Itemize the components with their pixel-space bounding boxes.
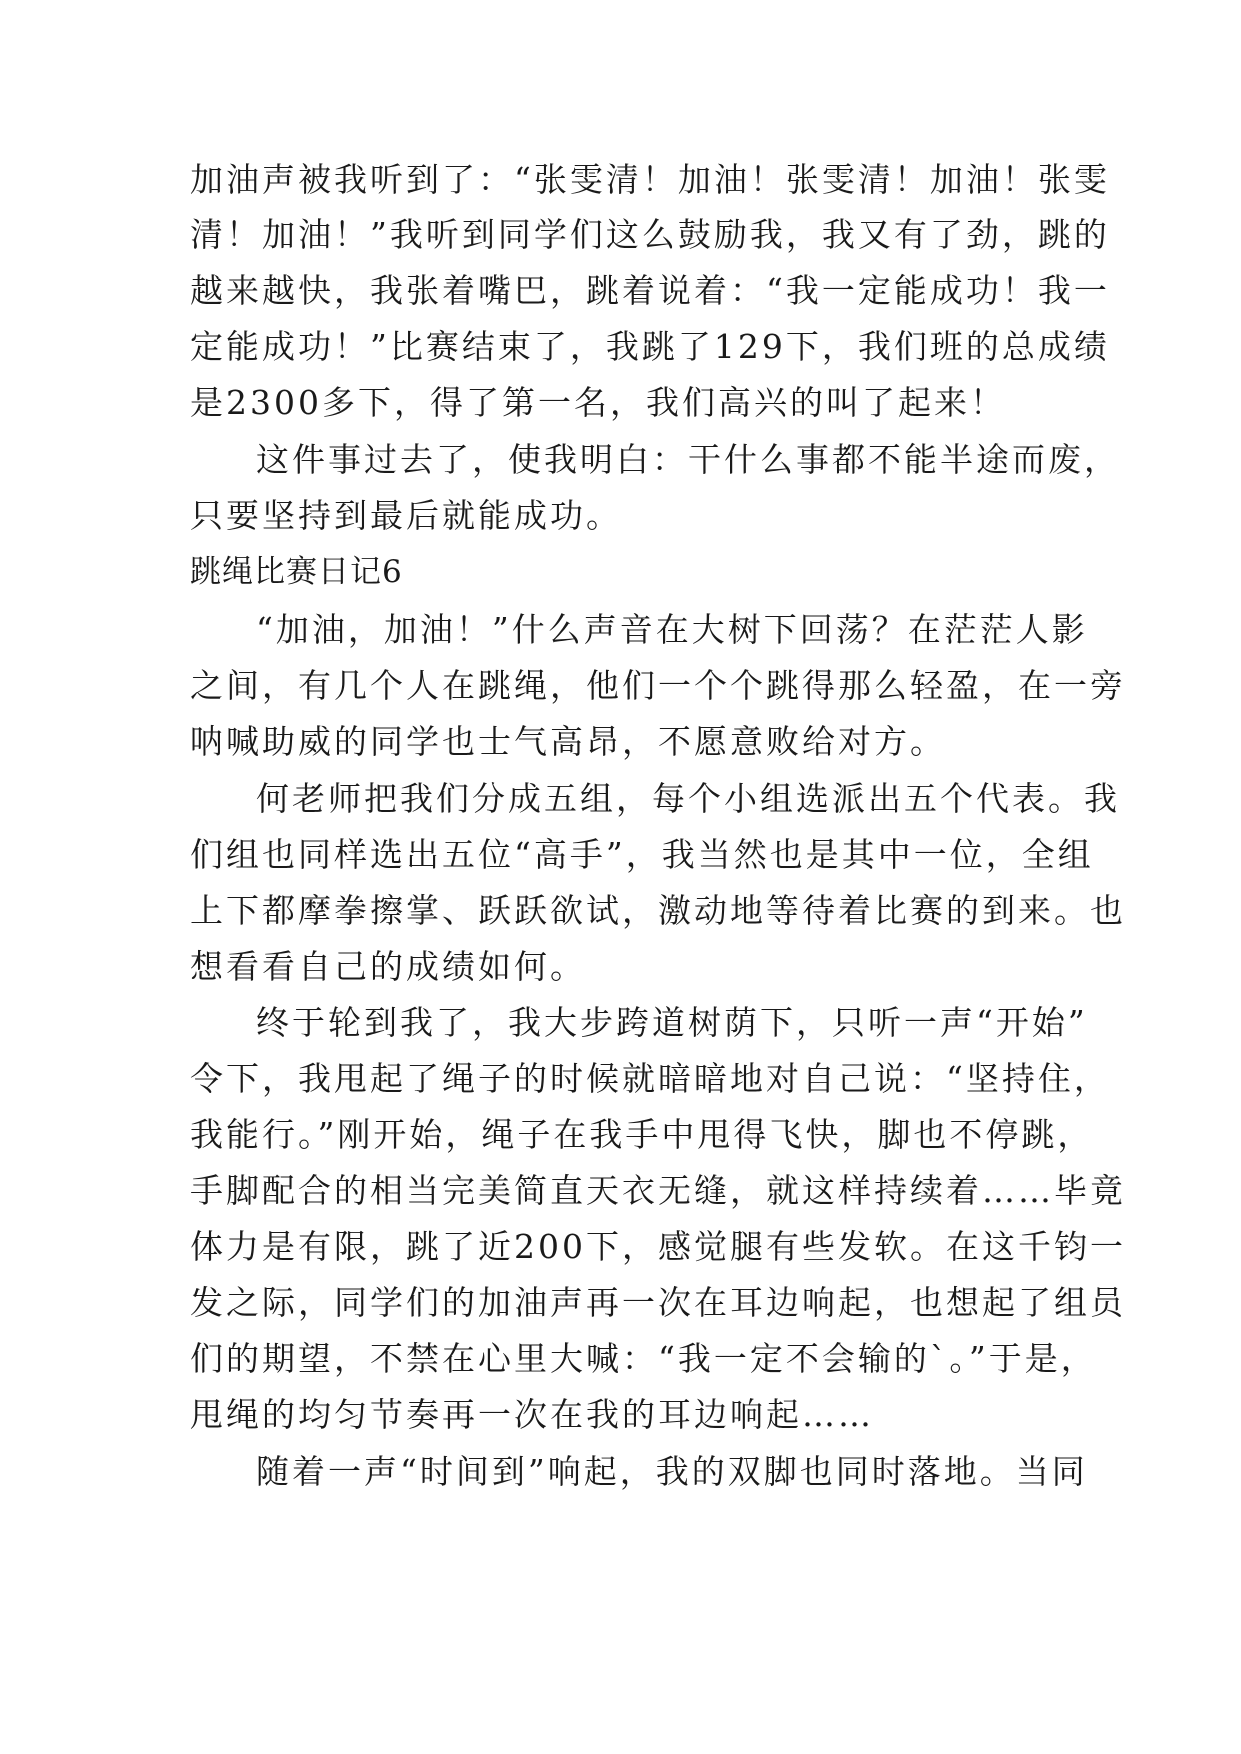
text-line: 们组也同样选出五位“高手”，我当然也是其中一位，全组 [190, 835, 1094, 874]
text-line: 体力是有限，跳了近200下，感觉腿有些发软。在这千钧一 [190, 1227, 1126, 1266]
paragraph-first-line: 这件事过去了，使我明白：干什么事都不能半途而废， [256, 440, 1120, 479]
text-line: 清！加油！”我听到同学们这么鼓励我，我又有了劲，跳的 [190, 215, 1110, 254]
text-line: 甩绳的均匀节奏再一次在我的耳边响起…… [190, 1395, 874, 1434]
text-line: 加油声被我听到了：“张雯清！加油！张雯清！加油！张雯 [190, 160, 1110, 199]
text-line: 呐喊助威的同学也士气高昂，不愿意败给对方。 [190, 722, 946, 761]
text-line: 想看看自己的成绩如何。 [190, 947, 586, 986]
text-line: 手脚配合的相当完美简直天衣无缝，就这样持续着……毕竟 [190, 1171, 1126, 1210]
text-line: 们的期望，不禁在心里大喊：“我一定不会输的`。”于是， [190, 1339, 1097, 1378]
text-line: 定能成功！”比赛结束了，我跳了129下，我们班的总成绩 [190, 327, 1110, 366]
text-line: 我能行。”刚开始，绳子在我手中甩得飞快，脚也不停跳， [190, 1115, 1094, 1154]
text-line: 令下，我甩起了绳子的时候就暗暗地对自己说：“坚持住， [190, 1059, 1110, 1098]
text-line: 之间，有几个人在跳绳，他们一个个跳得那么轻盈，在一旁 [190, 666, 1126, 705]
text-line: 越来越快，我张着嘴巴，跳着说着：“我一定能成功！我一 [190, 271, 1110, 310]
text-line: 是2300多下，得了第一名，我们高兴的叫了起来！ [190, 383, 1006, 422]
paragraph-first-line: 随着一声“时间到”响起，我的双脚也同时落地。当同 [256, 1452, 1088, 1491]
paragraph-first-line: 何老师把我们分成五组，每个小组选派出五个代表。我 [256, 779, 1120, 818]
text-line: 上下都摩拳擦掌、跃跃欲试，激动地等待着比赛的到来。也 [190, 891, 1126, 930]
section-heading: 跳绳比赛日记6 [190, 554, 403, 590]
paragraph-first-line: 终于轮到我了，我大步跨道树荫下，只听一声“开始” [256, 1003, 1088, 1042]
paragraph-first-line: “加油，加油！”什么声音在大树下回荡？在茫茫人影 [256, 610, 1088, 649]
text-line: 发之际，同学们的加油声再一次在耳边响起，也想起了组员 [190, 1283, 1126, 1322]
text-line: 只要坚持到最后就能成功。 [190, 496, 622, 535]
